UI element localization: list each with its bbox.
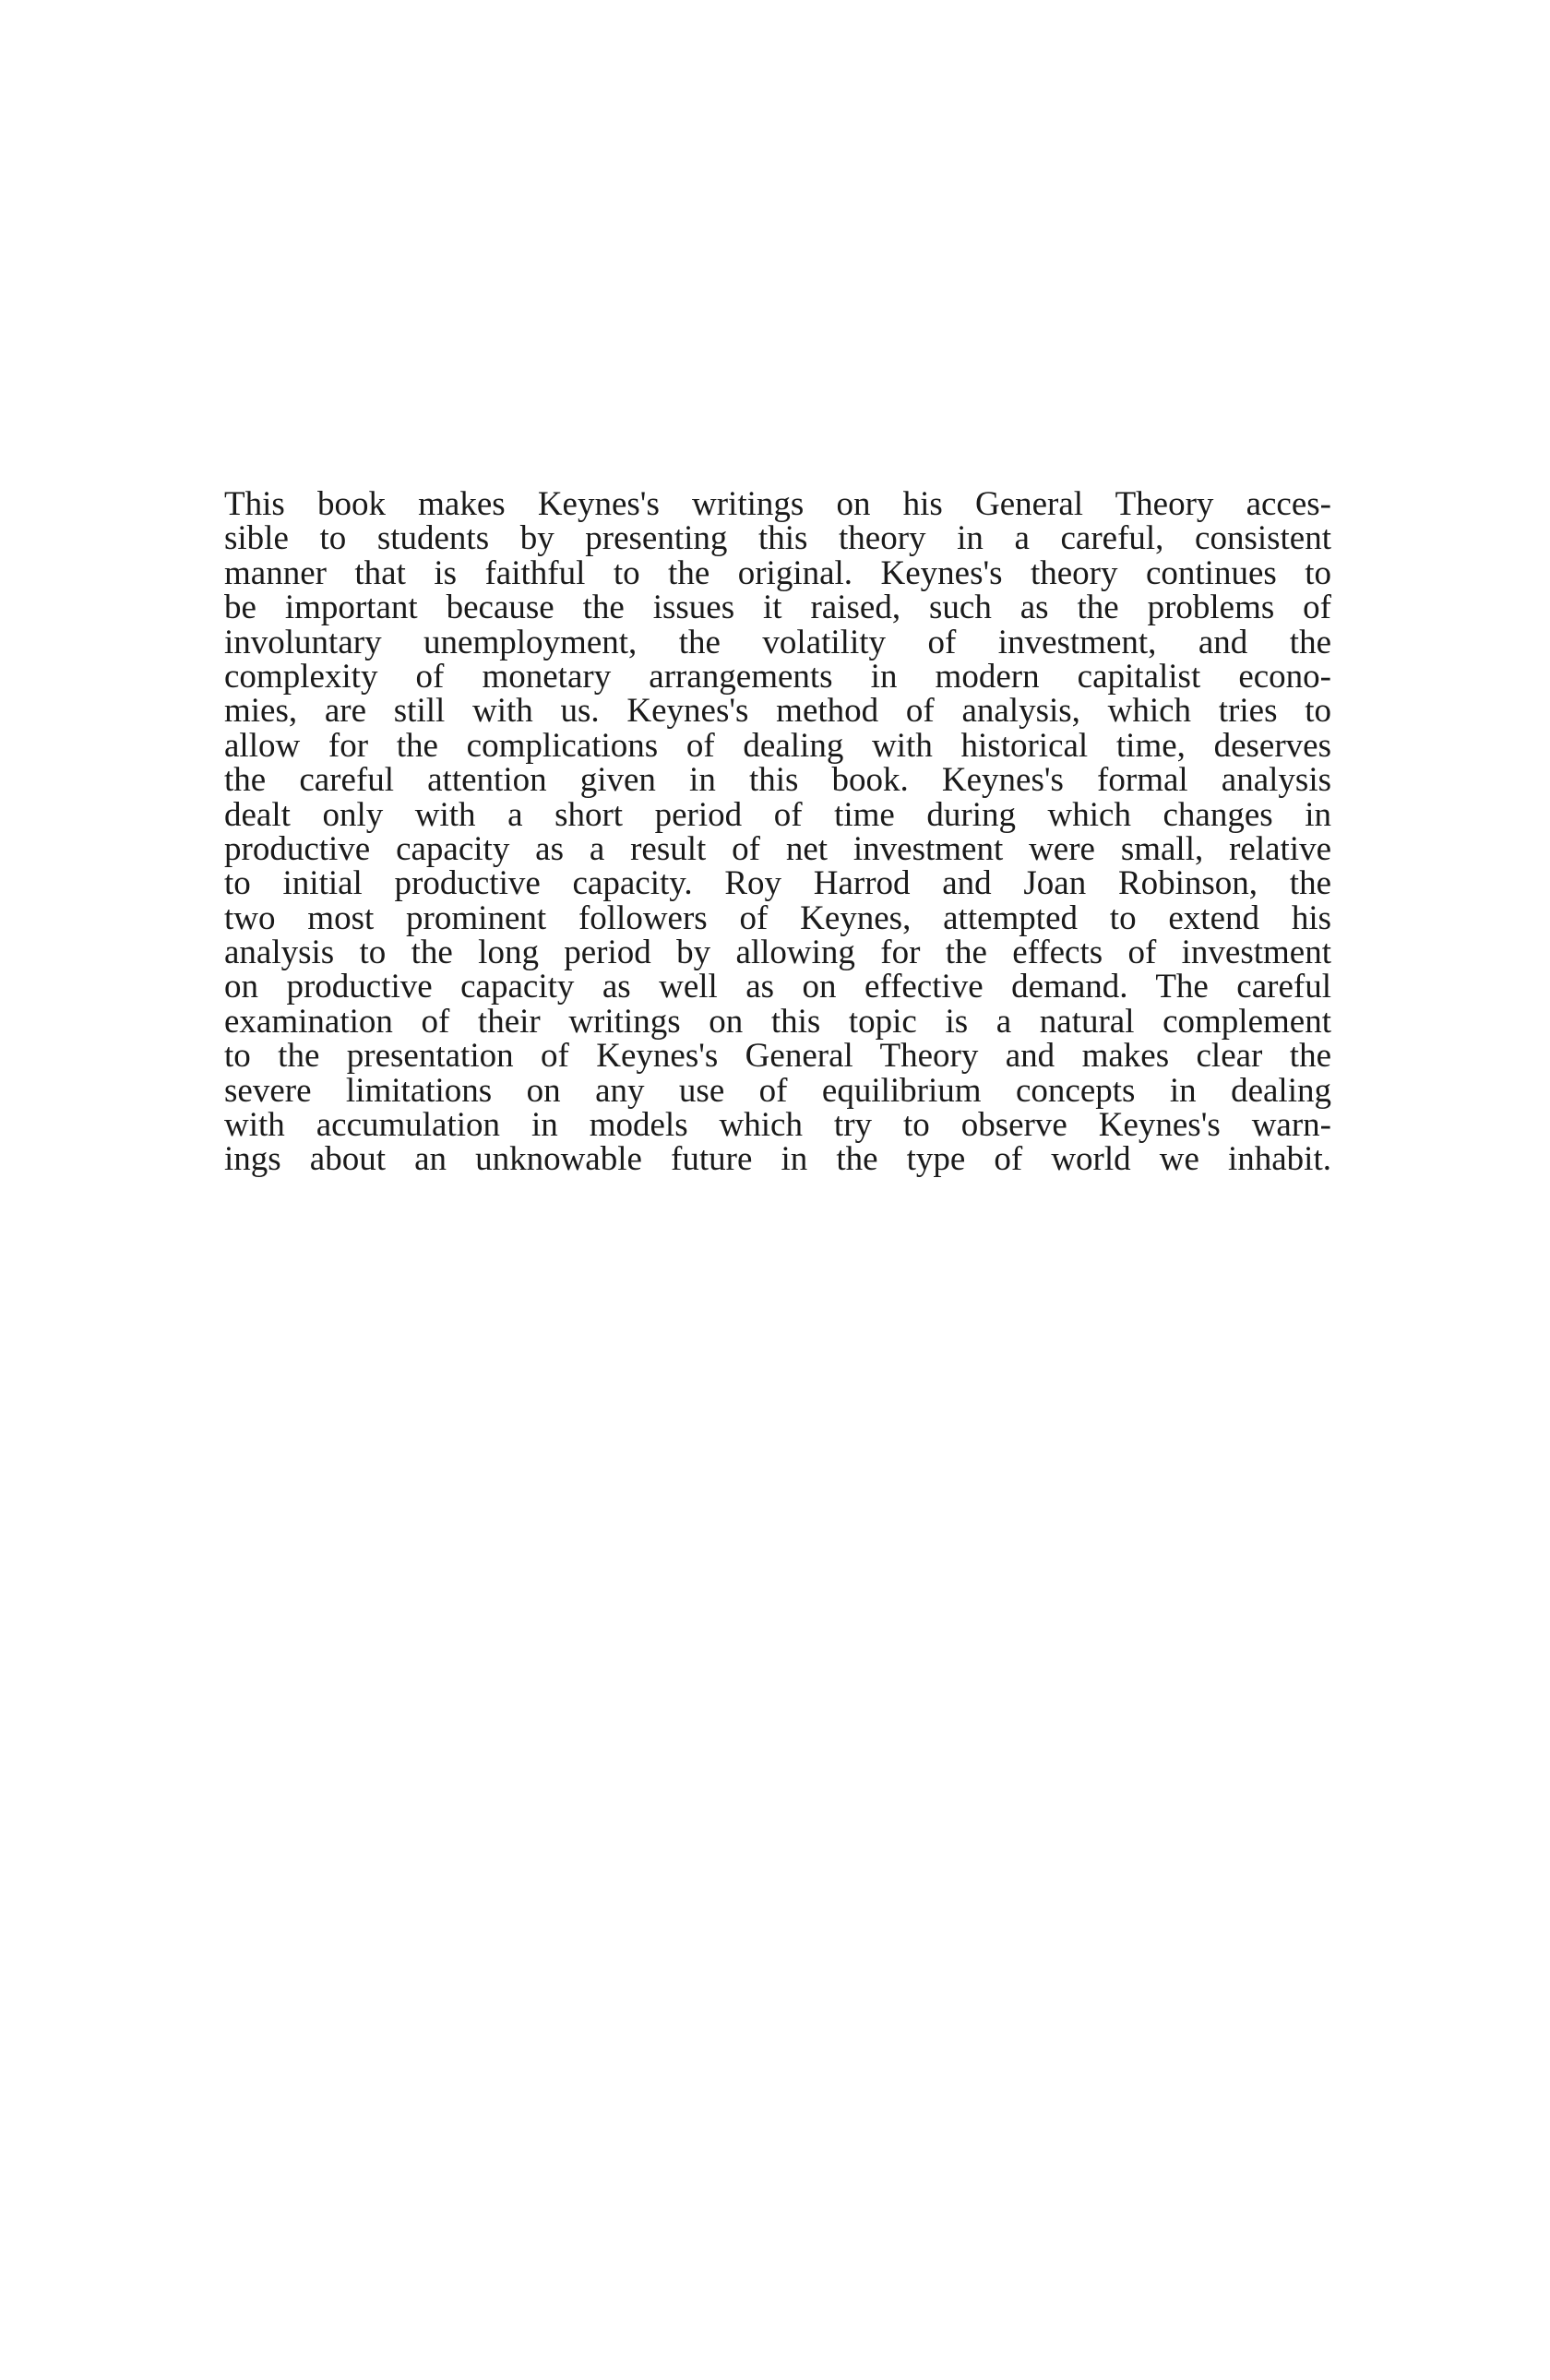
paragraph-line: to initial productive capacity. Roy Harrod and Joan Robinson, the bbox=[224, 864, 1331, 903]
paragraph-line: productive capacity as a result of net investment were small, relative bbox=[224, 829, 1331, 868]
paragraph-line: ings about an unknowable future in the type of world we inhabit. bbox=[224, 1140, 1331, 1179]
paragraph-line: dealt only with a short period of time during which changes in bbox=[224, 795, 1331, 834]
paragraph-line: This book makes Keynes's writings on his General Theory acces- bbox=[224, 485, 1331, 523]
paragraph-line: sible to students by presenting this theory in a careful, consistent bbox=[224, 519, 1331, 558]
paragraph-line: involuntary unemployment, the volatility of investment, and the bbox=[224, 623, 1331, 661]
paragraph-line: be important because the issues it raised, such as the problems of bbox=[224, 589, 1331, 627]
description-paragraph bbox=[224, 487, 1331, 1177]
paragraph-line: to the presentation of Keynes's General Theory and makes clear the bbox=[224, 1037, 1331, 1076]
paragraph-line: complexity of monetary arrangements in modern capitalist econo- bbox=[224, 657, 1331, 696]
paragraph-line: two most prominent followers of Keynes, attempted to extend his bbox=[224, 898, 1331, 937]
paragraph-line: with accumulation in models which try to observe Keynes's warn- bbox=[224, 1106, 1331, 1145]
paragraph-line: on productive capacity as well as on effective demand. The careful bbox=[224, 968, 1331, 1006]
paragraph-line: allow for the complications of dealing with historical time, deserves bbox=[224, 726, 1331, 765]
paragraph-line: mies, are still with us. Keynes's method of analysis, which tries to bbox=[224, 692, 1331, 731]
paragraph-line: the careful attention given in this book. Keynes's formal analysis bbox=[224, 761, 1331, 800]
paragraph-line: manner that is faithful to the original. Keynes's theory continues to bbox=[224, 553, 1331, 592]
paragraph-line: examination of their writings on this topic is a natural complement bbox=[224, 1002, 1331, 1041]
paragraph-line: severe limitations on any use of equilibrium concepts in dealing bbox=[224, 1071, 1331, 1110]
paragraph-line: analysis to the long period by allowing for the effects of investment bbox=[224, 934, 1331, 972]
